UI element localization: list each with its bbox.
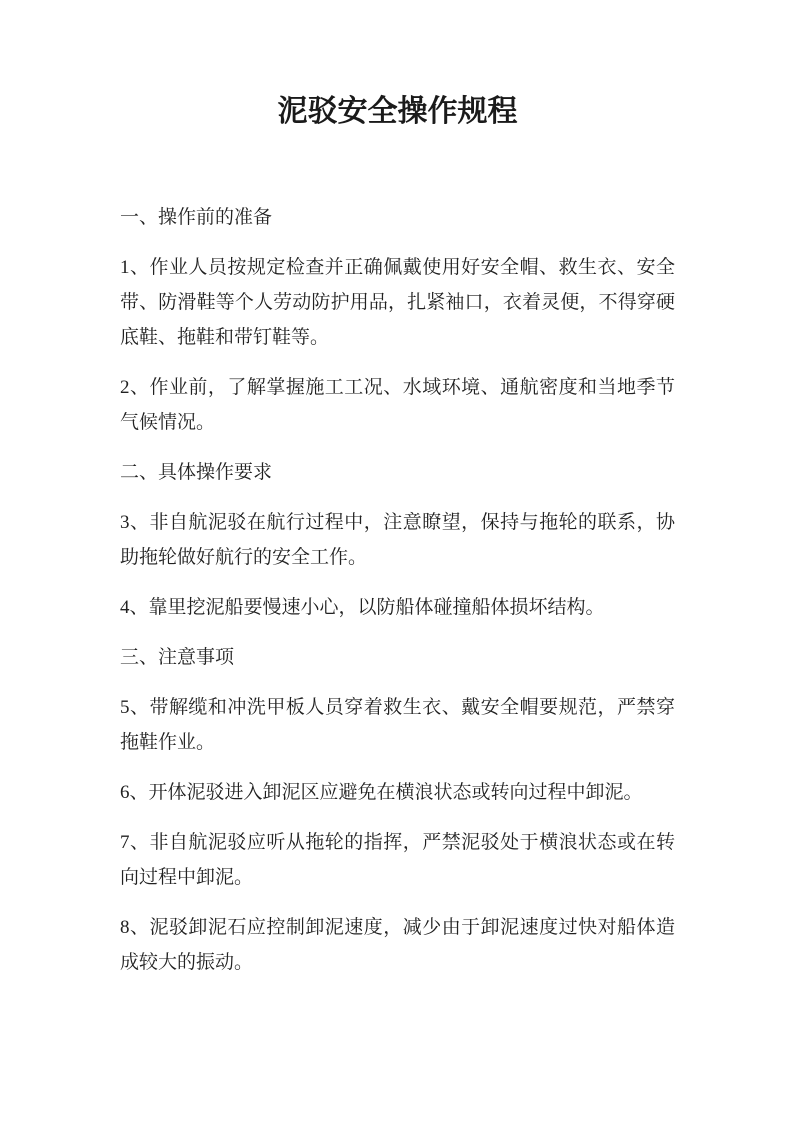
section-3-paragraph-2: 6、开体泥驳进入卸泥区应避免在横浪状态或转向过程中卸泥。: [120, 782, 643, 803]
section-3-paragraph-4: 8、泥驳卸泥石应控制卸泥速度，减少由于卸泥速度过快对船体造成较大的振动。: [120, 917, 675, 973]
section-2-heading: 二、具体操作要求: [120, 462, 273, 483]
section-3-paragraph-3: 7、非自航泥驳应听从拖轮的指挥，严禁泥驳处于横浪状态或在转向过程中卸泥。: [120, 832, 675, 888]
document-title: 泥驳安全操作规程: [277, 95, 518, 128]
section-2-paragraph-1: 3、非自航泥驳在航行过程中，注意瞭望，保持与拖轮的联系，协助拖轮做好航行的安全工作。: [120, 512, 675, 568]
section-2-paragraph-2: 4、靠里挖泥船要慢速小心，以防船体碰撞船体损坏结构。: [120, 597, 605, 618]
document-body: [120, 200, 675, 980]
section-3-paragraph-1: 5、带解缆和冲洗甲板人员穿着救生衣、戴安全帽要规范，严禁穿拖鞋作业。: [120, 697, 675, 753]
section-1-paragraph-1: 1、作业人员按规定检查并正确佩戴使用好安全帽、救生衣、安全带、防滑鞋等个人劳动防护用品，扎紧袖口，衣着灵便，不得穿硬底鞋、拖鞋和带钉鞋等。: [120, 257, 675, 348]
section-1-paragraph-2: 2、作业前，了解掌握施工工况、水域环境、通航密度和当地季节气候情况。: [120, 377, 675, 433]
section-1-heading: 一、操作前的准备: [120, 207, 273, 228]
section-3-heading: 三、注意事项: [120, 647, 235, 668]
